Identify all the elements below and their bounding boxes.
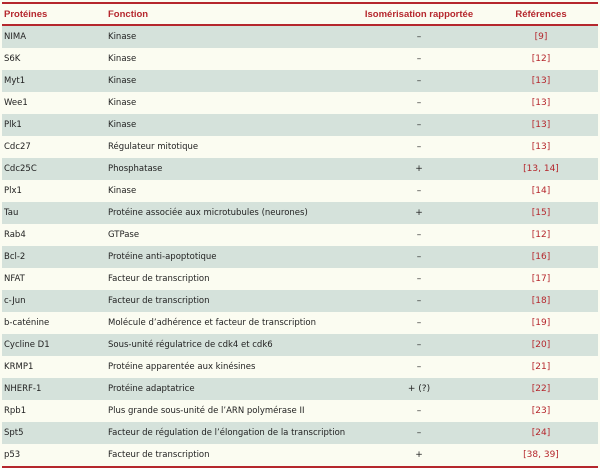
isomerisation-cell: + — [415, 164, 423, 174]
protein-cell: NFAT — [4, 274, 25, 284]
isomerisation-cell: + — [415, 450, 423, 460]
protein-cell: Cdc25C — [4, 164, 37, 174]
table-row — [2, 290, 598, 312]
table-row — [2, 334, 598, 356]
function-cell: Protéine adaptatrice — [108, 384, 195, 394]
protein-cell: Rab4 — [4, 230, 26, 240]
table-row — [2, 246, 598, 268]
table-body — [2, 26, 598, 466]
table-row — [2, 202, 598, 224]
references-cell: [22] — [531, 384, 551, 394]
table-row — [2, 224, 598, 246]
function-cell: Kinase — [108, 120, 137, 130]
function-cell: Kinase — [108, 98, 137, 108]
function-cell: Phosphatase — [108, 164, 163, 174]
isomerisation-cell: – — [416, 76, 422, 86]
table-row — [2, 158, 598, 180]
isomerisation-cell: – — [416, 406, 422, 416]
table-row — [2, 356, 598, 378]
function-cell: Kinase — [108, 186, 137, 196]
protein-cell: S6K — [4, 54, 21, 64]
table-row — [2, 180, 598, 202]
protein-cell: Wee1 — [4, 98, 28, 108]
protein-table — [2, 2, 598, 468]
function-cell: Sous-unité régulatrice de cdk4 et cdk6 — [108, 340, 273, 350]
function-cell: Facteur de régulation de l’élongation de la transcription — [108, 428, 346, 438]
function-cell: Régulateur mitotique — [108, 142, 199, 152]
protein-cell: Spt5 — [4, 428, 24, 438]
table-header — [2, 4, 598, 26]
protein-cell: Plk1 — [4, 120, 22, 130]
isomerisation-cell: – — [416, 340, 422, 350]
header-function: Fonction — [108, 8, 149, 20]
function-cell: GTPase — [108, 230, 140, 240]
function-cell: Kinase — [108, 32, 137, 42]
protein-cell: Myt1 — [4, 76, 26, 86]
references-cell: [12] — [531, 54, 551, 64]
table-row — [2, 268, 598, 290]
table-row — [2, 422, 598, 444]
isomerisation-cell: – — [416, 230, 422, 240]
table-row — [2, 312, 598, 334]
isomerisation-cell: + (?) — [407, 384, 431, 394]
function-cell: Facteur de transcription — [108, 450, 210, 460]
table-row — [2, 70, 598, 92]
table-row — [2, 378, 598, 400]
isomerisation-cell: – — [416, 98, 422, 108]
isomerisation-cell: – — [416, 428, 422, 438]
protein-cell: b-caténine — [4, 318, 50, 328]
references-cell: [23] — [531, 406, 551, 416]
protein-cell: p53 — [4, 450, 21, 460]
protein-cell: Plx1 — [4, 186, 22, 196]
protein-cell: Tau — [4, 208, 19, 218]
references-cell: [14] — [531, 186, 551, 196]
references-cell: [9] — [534, 32, 548, 42]
table-row — [2, 136, 598, 158]
function-cell: Protéine associée aux microtubules (neurones) — [108, 208, 308, 218]
table-row — [2, 26, 598, 48]
function-cell: Facteur de transcription — [108, 274, 210, 284]
isomerisation-cell: – — [416, 252, 422, 262]
isomerisation-cell: – — [416, 54, 422, 64]
references-cell: [13] — [531, 98, 551, 108]
protein-cell: Rpb1 — [4, 406, 27, 416]
isomerisation-cell: – — [416, 142, 422, 152]
isomerisation-cell: + — [415, 208, 423, 218]
references-cell: [15] — [531, 208, 551, 218]
protein-cell: NHERF-1 — [4, 384, 42, 394]
table-row — [2, 114, 598, 136]
table-row — [2, 444, 598, 466]
isomerisation-cell: – — [416, 186, 422, 196]
function-cell: Molécule d’adhérence et facteur de transcription — [108, 318, 316, 328]
protein-cell: KRMP1 — [4, 362, 34, 372]
references-cell: [20] — [531, 340, 551, 350]
function-cell: Plus grande sous-unité de l’ARN polymérase II — [108, 406, 305, 416]
table-row — [2, 48, 598, 70]
isomerisation-cell: – — [416, 32, 422, 42]
references-cell: [13] — [531, 76, 551, 86]
function-cell: Protéine anti-apoptotique — [108, 252, 217, 262]
references-cell: [18] — [531, 296, 551, 306]
references-cell: [12] — [531, 230, 551, 240]
header-proteins: Protéines — [4, 8, 48, 20]
protein-cell: Bcl-2 — [4, 252, 26, 262]
protein-cell: c-Jun — [4, 296, 26, 306]
function-cell: Kinase — [108, 54, 137, 64]
header-isomerisation: Isomérisation rapportée — [364, 8, 474, 20]
table-row — [2, 92, 598, 114]
protein-cell: Cycline D1 — [4, 340, 50, 350]
references-cell: [38, 39] — [523, 450, 559, 460]
references-cell: [16] — [531, 252, 551, 262]
function-cell: Kinase — [108, 76, 137, 86]
isomerisation-cell: – — [416, 296, 422, 306]
references-cell: [19] — [531, 318, 551, 328]
references-cell: [13] — [531, 120, 551, 130]
protein-cell: Cdc27 — [4, 142, 31, 152]
function-cell: Protéine apparentée aux kinésines — [108, 362, 256, 372]
table-row — [2, 400, 598, 422]
references-cell: [21] — [531, 362, 551, 372]
references-cell: [13, 14] — [523, 164, 559, 174]
references-cell: [13] — [531, 142, 551, 152]
references-cell: [17] — [531, 274, 551, 284]
header-references: Références — [515, 8, 567, 20]
isomerisation-cell: – — [416, 120, 422, 130]
protein-cell: NIMA — [4, 32, 27, 42]
references-cell: [24] — [531, 428, 551, 438]
isomerisation-cell: – — [416, 362, 422, 372]
function-cell: Facteur de transcription — [108, 296, 210, 306]
isomerisation-cell: – — [416, 274, 422, 284]
isomerisation-cell: – — [416, 318, 422, 328]
